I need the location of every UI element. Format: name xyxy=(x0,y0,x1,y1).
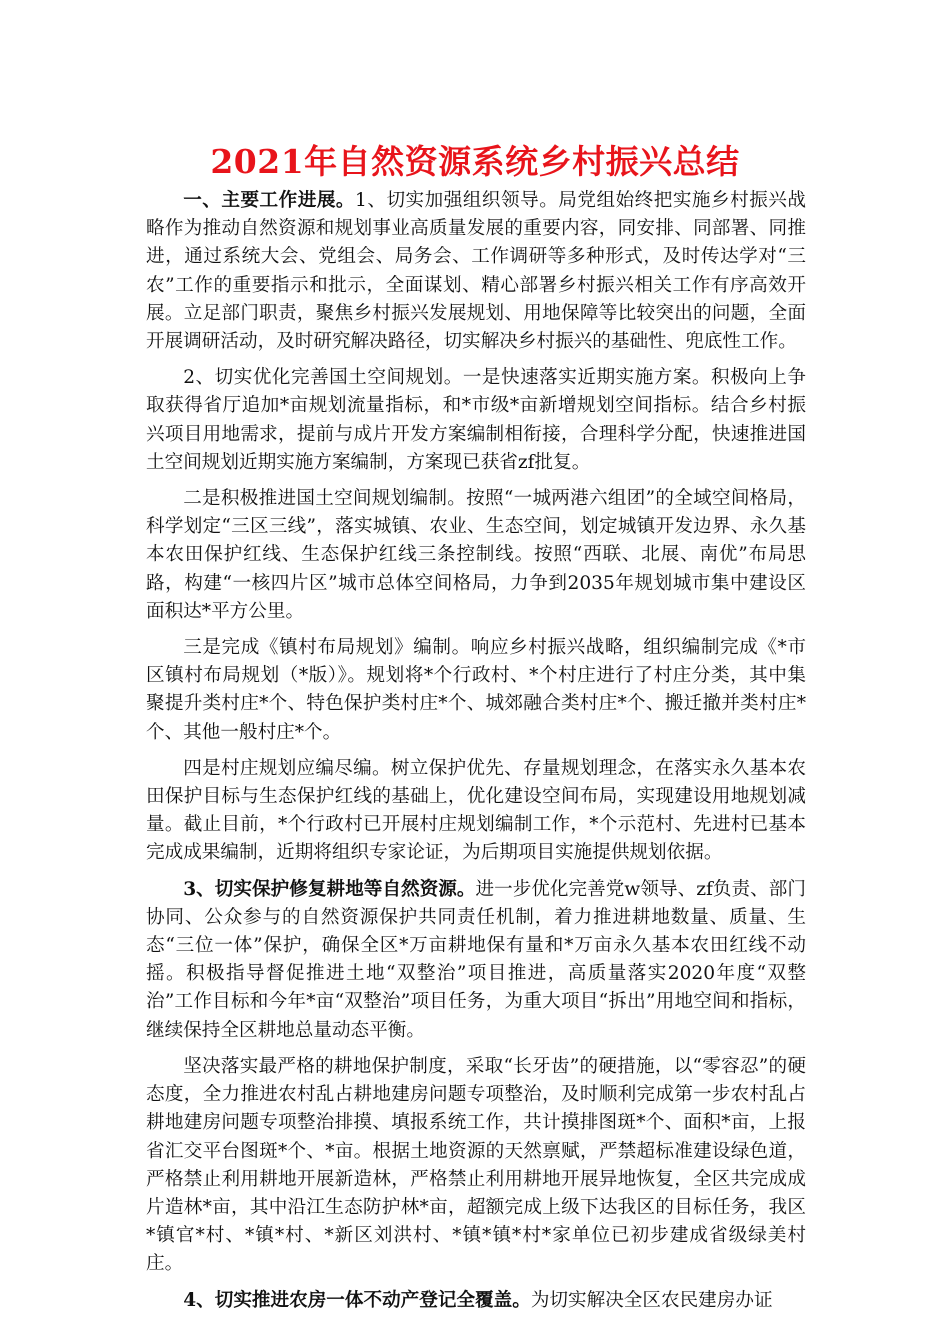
paragraph xyxy=(146,755,806,868)
paragraph-heading: 3、切实保护修复耕地等自然资源。 xyxy=(183,878,476,900)
paragraph xyxy=(146,485,806,626)
paragraph-text: 为切实解决全区农民建房办证 xyxy=(530,1289,773,1311)
paragraph-text: 三是完成《镇村布局规划》编制。响应乡村振兴战略，组织编制完成《*市区镇村布局规划（*版）》。规划将*个行政村、*个村庄进行了村庄分类，其中集聚提升类村庄*个、特色保护类村庄*个、城郊融合类村庄*个、搬迁撤并类村庄*个、其他一般村庄*个。 xyxy=(146,637,806,743)
paragraph-text: 四是村庄规划应编尽编。树立保护优先、存量规划理念，在落实永久基本农田保护目标与生态保护红线的基础上，优化建设空间布局，实现建设用地规划减量。截止目前，*个行政村已开展村庄规划编制工作，*个示范村、先进村已基本完成成果编制，近期将组织专家论证，为后期项目实施提供规划依据。 xyxy=(146,757,806,864)
paragraph-heading: 4、切实推进农房一体不动产登记全覆盖。 xyxy=(183,1289,531,1311)
paragraph xyxy=(146,876,806,1045)
paragraph-text: 2、切实优化完善国土空间规划。一是快速落实近期实施方案。积极向上争取获得省厅追加*亩规划流量指标，和*市级*亩新增规划空间指标。结合乡村振兴项目用地需求，提前与成片开发方案编制相衔接，合理科学分配，快速推进国土空间规划近期实施方案编制，方案现已获省zf批复。 xyxy=(146,367,806,473)
paragraph-text: 坚决落实最严格的耕地保护制度，采取“长牙齿”的硬措施，以“零容忍”的硬态度，全力推进农村乱占耕地建房问题专项整治，及时顺利完成第一步农村乱占耕地建房问题专项整治排摸、填报系统工作，共计摸排图斑*个、面积*亩，上报省汇交平台图斑*个、*亩。根据土地资源的天然禀赋，严禁超标准建设绿色道，严格禁止利用耕地开展新造林，严格禁止利用耕地开展异地恢复，全区共完成成片造林*亩，其中沿江生态防护林*亩，超额完成上级下达我区的目标任务，我区*镇官*村、*镇*村、*新区刘洪村、*镇*镇*村*家单位已初步建成省级绿美村庄。 xyxy=(146,1055,806,1275)
paragraph-text: 二是积极推进国土空间规划编制。按照“一城两港六组团”的全域空间格局，科学划定“三区三线”，落实城镇、农业、生态空间，划定城镇开发边界、永久基本农田保护红线、生态保护红线三条控制线。按照“西联、北展、南优”布局思路，构建“一核四片区”城市总体空间格局，力争到2035年规划城市集中建设区面积达*平方公里。 xyxy=(146,488,806,622)
document-body xyxy=(146,187,806,1323)
paragraph xyxy=(146,1053,806,1279)
paragraph-text: 1、切实加强组织领导。局党组始终把实施乡村振兴战略作为推动自然资源和规划事业高质量发展的重要内容，同安排、同部署、同推进，通过系统大会、党组会、局务会、工作调研等多种形式，及时传达学对“三农”工作的重要指示和批示，全面谋划、精心部署乡村振兴相关工作有序高效开展。立足部门职责，聚焦乡村振兴发展规划、用地保障等比较突出的问题，全面开展调研活动，及时研究解决路径，切实解决乡村振兴的基础性、兜底性工作。 xyxy=(146,190,806,353)
paragraph xyxy=(146,1287,806,1315)
paragraph xyxy=(146,187,806,356)
paragraph xyxy=(146,634,806,747)
document-title: 2021年自然资源系统乡村振兴总结 xyxy=(210,142,740,181)
paragraph-heading: 一、主要工作进展。 xyxy=(183,190,356,211)
paragraph xyxy=(146,364,806,477)
paragraph-text: 进一步优化完善党w领导、zf负责、部门协同、公众参与的自然资源保护共同责任机制，着力推进耕地数量、质量、生态“三位一体”保护，确保全区*万亩耕地保有量和*万亩永久基本农田红线不动摇。积极指导督促推进土地“双整治”项目推进，高质量落实2020年度“双整治”工作目标和今年*亩“双整治”项目任务，为重大项目“拆出”用地空间和指标，继续保持全区耕地总量动态平衡。 xyxy=(146,878,806,1041)
